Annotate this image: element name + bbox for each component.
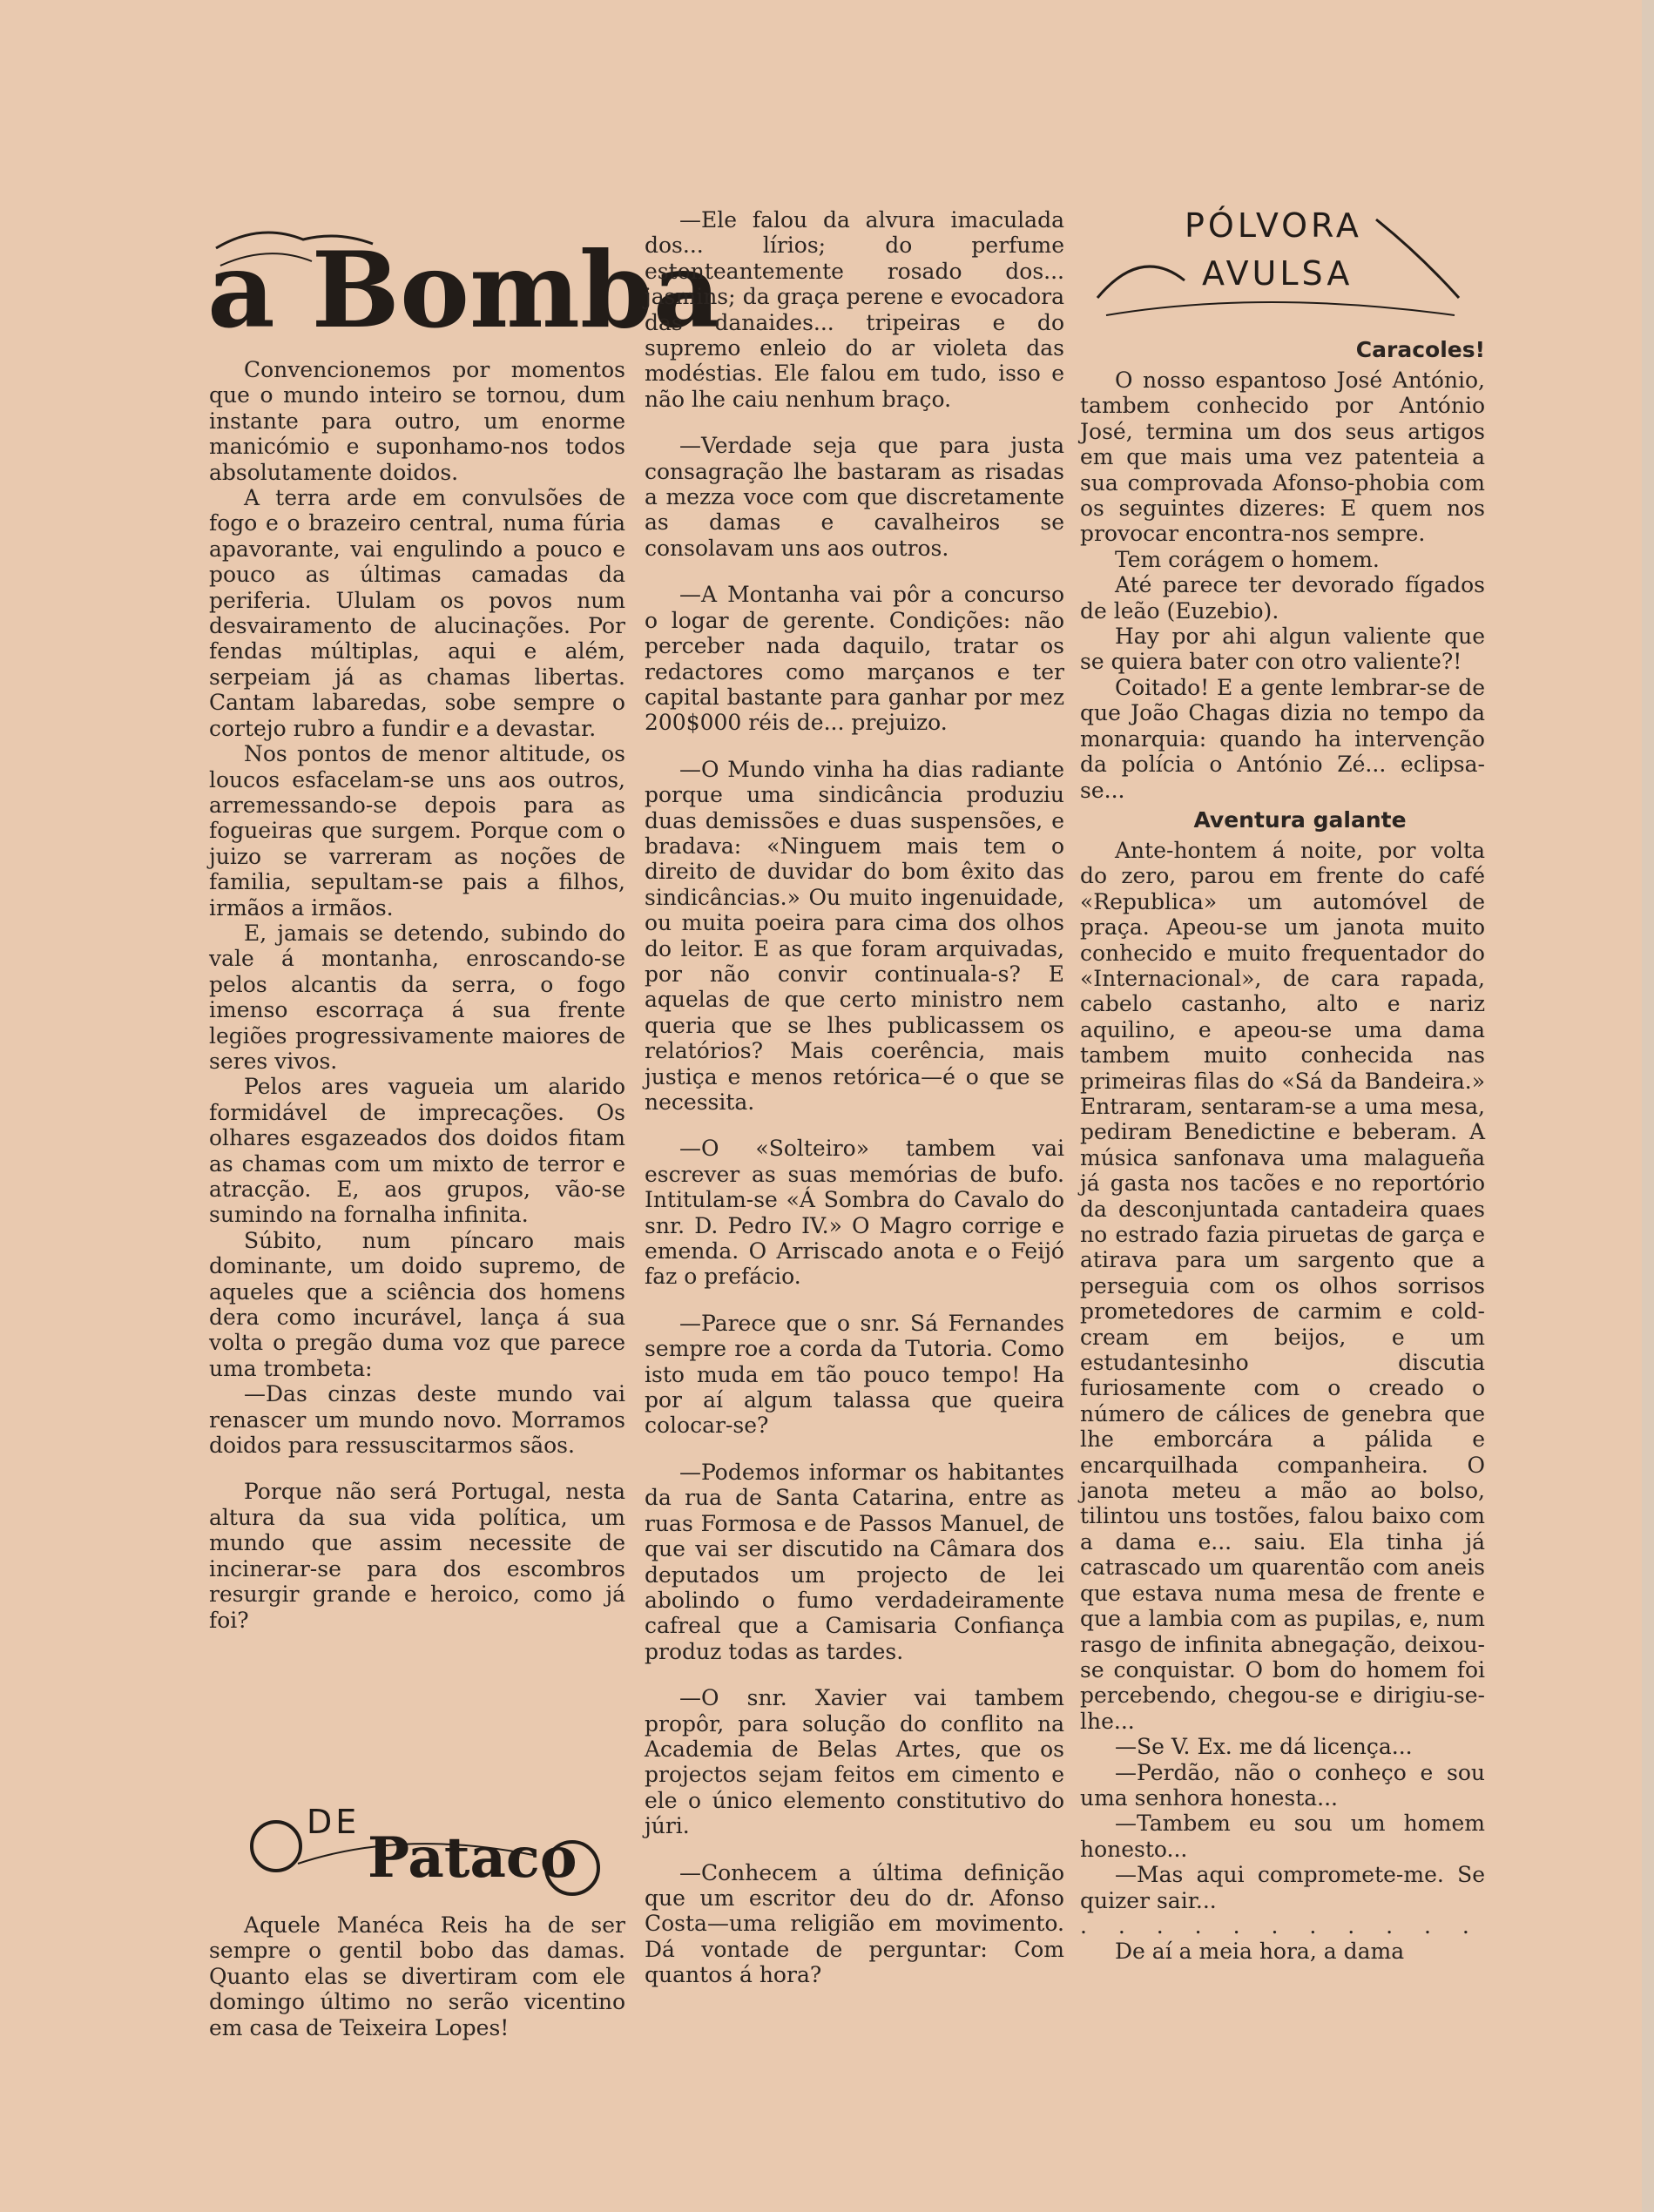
- paragraph: —Mas aqui compromete-me. Se quizer sair...: [1080, 1862, 1485, 1913]
- paragraph: —Verdade seja que para justa consagração lhe bastaram as risadas a mezza voce com que discretamente as damas e cavalheiros se consolavam uns aos outros.: [645, 433, 1064, 561]
- subheading-aventura: Aventura galante: [1193, 806, 1407, 833]
- paragraph: Pelos ares vagueia um alarido formidável de imprecações. Os olhares esgazeados dos doidos fitam as chamas com um mixto de terror e atracção. E, aos grupos, vão-se sumindo na fornalha infinita.: [209, 1074, 625, 1228]
- paragraph: Porque não será Portugal, nesta altura da sua vida política, um mundo que assim necessite de incinerar-se para dos escombros resurgir grande e heroico, como já foi?: [209, 1479, 625, 1633]
- paragraph: E, jamais se detendo, subindo do vale á montanha, enroscando-se pelos alcantis da serra, o fogo imenso escorraça á sua frente legiões progressivamente maiores de seres vivos.: [209, 920, 625, 1074]
- paragraph: Nos pontos de menor altitude, os loucos esfacelam-se uns aos outros, arremessando-se depois para as fogueiras que surgem. Porque com o juizo se varreram as noções de familia, sepultam-se pais a filhos, irmãos a irmãos.: [209, 741, 625, 921]
- paragraph: —A Montanha vai pôr a concurso o logar de gerente. Condições: não perceber nada daquilo, tratar os redactores como marçanos e ter capital bastante para ganhar por mez 200$000 réis de... prejuizo.: [645, 582, 1064, 736]
- paragraph: Convencionemos por momentos que o mundo inteiro se tornou, dum instante para outro, um enorme manicómio e suponhamo-nos todos absolutamente doidos.: [209, 357, 625, 485]
- column-right: [1080, 333, 1485, 1965]
- polvora-title-art: [1089, 193, 1468, 324]
- paragraph: Súbito, num píncaro mais dominante, um doido supremo, de aqueles que a sciência dos homens dera como incurável, lança á sua volta o pregão duma voz que parece uma trombeta:: [209, 1227, 625, 1381]
- paragraph: —Parece que o snr. Sá Fernandes sempre roe a corda da Tutoria. Como isto muda em tão pouco tempo! Ha por aí algum talassa que queira colocar-se?: [645, 1310, 1064, 1439]
- paragraph: Aquele Manéca Reis ha de ser sempre o gentil bobo das damas. Quanto elas se divertiram com ele domingo último no serão vicentino em casa de Teixeira Lopes!: [209, 1912, 625, 2040]
- paragraph: —O snr. Xavier vai tambem propôr, para solução do conflito na Academia de Belas Artes, que os projectos sejam feitos em cimento e ele o único elemento constitutivo do júri.: [645, 1685, 1064, 1839]
- paragraph: De aí a meia hora, a dama: [1115, 1939, 1405, 1965]
- paragraph: Até parece ter devorado fígados de leão (Euzebio).: [1080, 572, 1485, 624]
- ellipsis-row: . . . . . . . . . . .: [1080, 1912, 1482, 1939]
- paragraph: —Se V. Ex. me dá licença...: [1115, 1734, 1413, 1760]
- polvora-heading: [1089, 193, 1468, 324]
- bomba-heading: [207, 213, 721, 352]
- pataco-heading: [246, 1785, 603, 1907]
- paragraph: O nosso espantoso José António, tambem conhecido por António José, termina um dos seus artigos em que mais uma vez patenteia a sua comprovada Afonso-phobia com os seguintes dizeres: E quem nos provocar encontra-nos sempre.: [1080, 368, 1485, 547]
- column-middle: [645, 207, 1064, 1988]
- paragraph: Ante-hontem á noite, por volta do zero, parou em frente do café «Republica» um automóvel de praça. Apeou-se um janota muito conhecido e muito frequentador do «Internacional», de cara rapada, cabelo castanho, alto e nariz aquilino, e apeou-se uma dama tambem muito conhecida nas primeiras filas do «Sá da Bandeira.» Entraram, sentaram-se a uma mesa, pediram Benedictine e beberam. A música sanfonava uma malagueña já gasta nos tacões e no reportório da desconjuntada cantadeira quaes no estrado fazia piruetas de garça e atirava para um sargento que a perseguia com os olhos sorrisos prometedores de carmim e cold-cream em beijos, e um estudantesinho discutia furiosamente com o creado o número de cálices de genebra que lhe emborcára a pálida e encarquilhada companheira. O janota meteu a mão ao bolso, tilintou uns tostões, falou baixo com a dama e... saiu. Ela tinha já catrascado um quarentão com aneis que estava numa mesa de frente e que a lambia com as pupilas, e, num rasgo de infinita abnegação, deixou-se conquistar. O bom do homem foi percebendo, chegou-se e dirigiu-se-lhe...: [1080, 837, 1485, 1734]
- paragraph: Hay por ahi algun valiente que se quiera bater con otro valiente?!: [1080, 624, 1485, 675]
- paragraph: —Das cinzas deste mundo vai renascer um mundo novo. Morramos doidos para ressuscitarmos sãos.: [209, 1381, 625, 1459]
- paragraph: —Conhecem a última definição que um escritor deu do dr. Afonso Costa—uma religião em movimento. Dá vontade de perguntar: Com quantos á hora?: [645, 1859, 1064, 1988]
- pataco-de: DE: [307, 1803, 361, 1841]
- paragraph: —O Mundo vinha ha dias radiante porque uma sindicância produziu duas demissões e duas suspensões, e bradava: «Ninguem mais tem o direito de duvidar do bom êxito das sindicâncias.» Ou muito ingenuidade, ou muita poeira para cima dos olhos do leitor. E as que foram arquivadas, por não convir continuala-s? E aquelas de que certo ministro nem queria que se lhes publicassem os relatórios? Mais coerência, mais justiça e menos retórica—é o que se necessita.: [645, 756, 1064, 1115]
- page-edge: [1642, 0, 1654, 2212]
- paragraph: —Ele falou da alvura imaculada dos... lírios; do perfume estonteantemente rosado dos... jasmins; da graça perene e evocadora das danaides... tripeiras e do supremo enleio do ar violeta das modéstias. Ele falou em tudo, isso e não lhe caiu nenhum braço.: [645, 207, 1064, 412]
- paragraph: —O «Solteiro» tambem vai escrever as suas memórias de bufo. Intitulam-se «Á Sombra do Cavalo do snr. D. Pedro IV.» O Magro corrige e emenda. O Arriscado anota e o Feijó faz o prefácio.: [645, 1136, 1064, 1290]
- pataco-title-art: [246, 1785, 603, 1907]
- paragraph: —Podemos informar os habitantes da rua de Santa Catarina, entre as ruas Formosa e de Passos Manuel, de que vai ser discutido na Câmara dos deputados um projecto de lei abolindo o fumo verdadeiramente cafreal que a Camisaria Confiança produz todas as tardes.: [645, 1459, 1064, 1664]
- paragraph: A terra arde em convulsões de fogo e o brazeiro central, numa fúria apavorante, vai engulindo a pouco e pouco as últimas camadas da periferia. Ululam os povos num desvairamento de alucinações. Por fendas múltiplas, aqui e além, serpeiam já as chamas libertas. Cantam labaredas, sobe sempre o cortejo rubro a fundir e a devastar.: [209, 485, 625, 741]
- paragraph: Tem corágem o homem.: [1115, 546, 1380, 572]
- paragraph: Coitado! E a gente lembrar-se de que João Chagas dizia no tempo da monarquia: quando ha intervenção da polícia o António Zé... eclipsa-se...: [1080, 674, 1485, 803]
- paragraph: —Perdão, não o conheço e sou uma senhora honesta...: [1080, 1759, 1485, 1811]
- subheading-caracoles: Caracoles!: [1355, 337, 1485, 362]
- bomba-title: a Bomba: [207, 229, 721, 352]
- paragraph: —Tambem eu sou um homem honesto...: [1080, 1811, 1485, 1862]
- column-left-bottom: [209, 1912, 625, 2040]
- pataco-title: Pataco: [368, 1825, 577, 1891]
- bomba-title-art: [207, 213, 721, 352]
- money-bag-icon: [252, 1822, 300, 1871]
- column-left: [209, 357, 625, 1633]
- polvora-title: PÓLVORA: [1185, 206, 1362, 245]
- avulsa-title: AVULSA: [1202, 254, 1354, 293]
